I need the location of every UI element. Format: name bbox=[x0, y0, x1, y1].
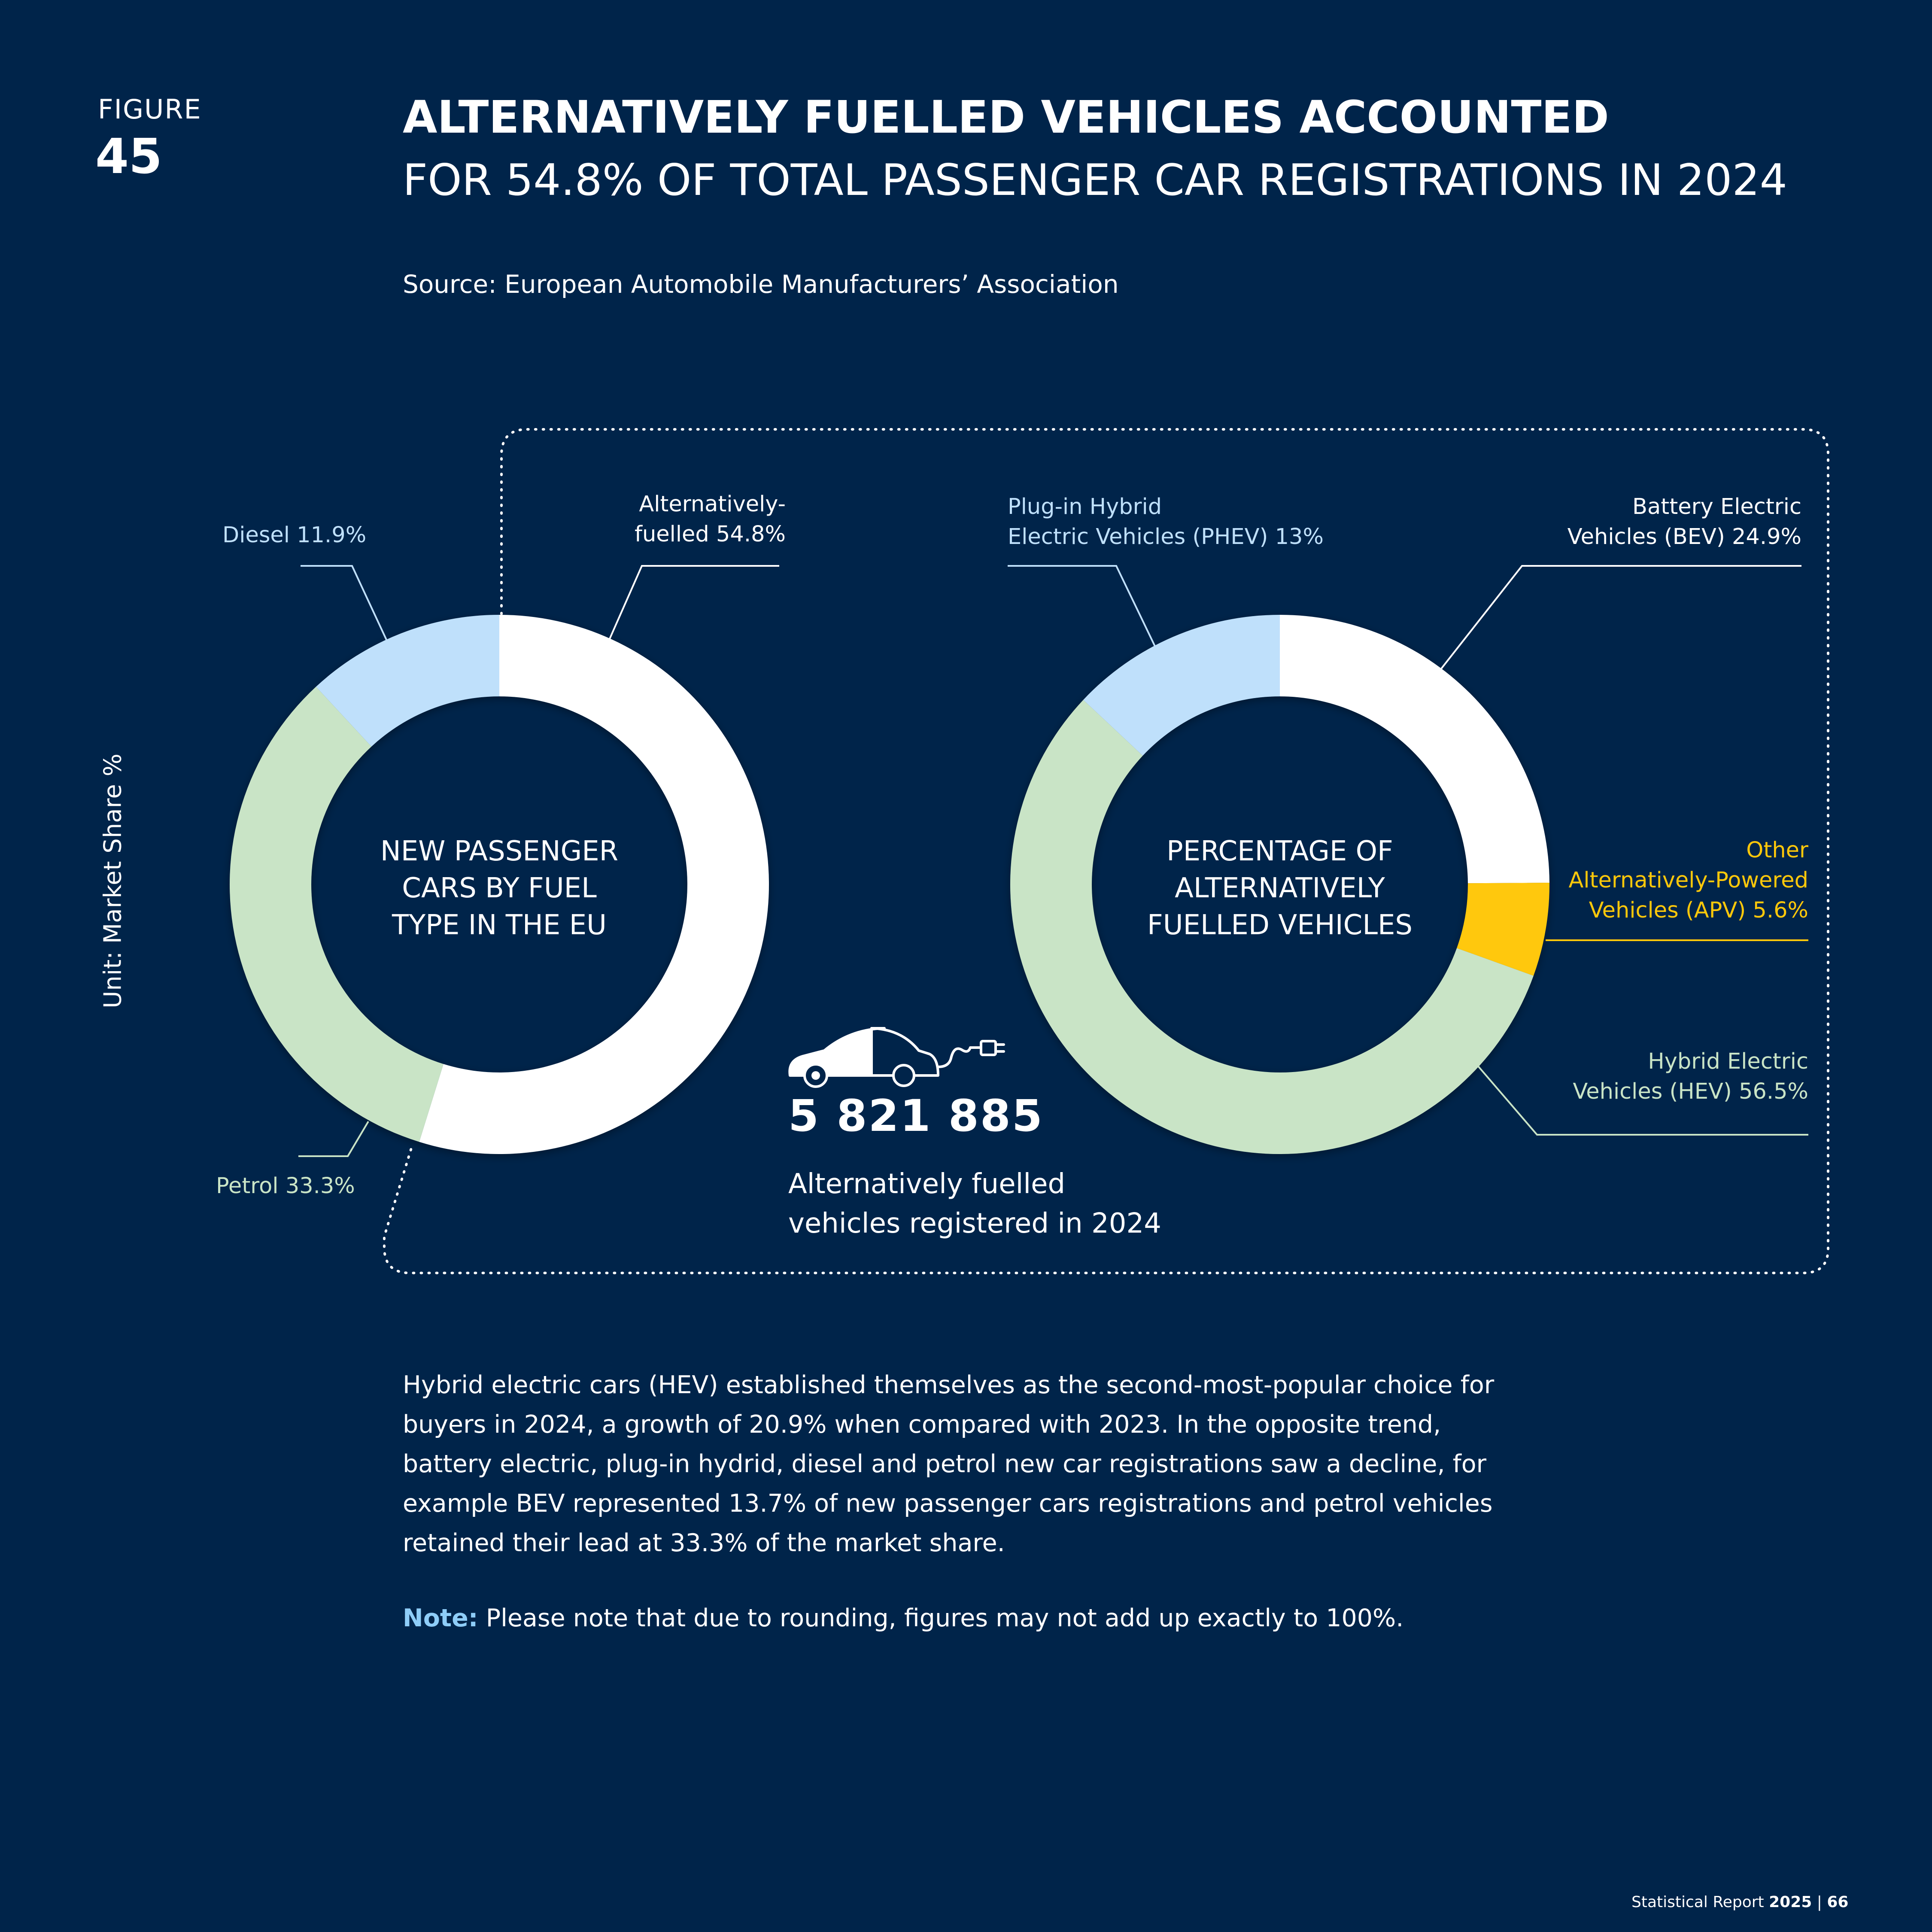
source-text: Source: European Automobile Manufacturers’ Association bbox=[403, 270, 1119, 299]
center-label-line: NEW PASSENGER bbox=[380, 835, 619, 867]
center-label-line: PERCENTAGE OF bbox=[1166, 835, 1393, 867]
caption-line: Alternatively fuelled bbox=[788, 1168, 1066, 1200]
center-label-line: TYPE IN THE EU bbox=[392, 909, 607, 941]
callout-line: Plug-in Hybrid bbox=[1008, 494, 1162, 519]
callout-line: Electric Vehicles (PHEV) 13% bbox=[1008, 524, 1324, 550]
callout-hev bbox=[1503, 1047, 1808, 1107]
registrations-count: 5 821 885 bbox=[788, 1091, 1044, 1142]
callout-line: Vehicles (BEV) 24.9% bbox=[1567, 524, 1801, 550]
footer-separator: | bbox=[1812, 1893, 1827, 1911]
caption-line: vehicles registered in 2024 bbox=[788, 1208, 1161, 1239]
left-donut-center-label bbox=[336, 833, 662, 944]
figure-label: FIGURE bbox=[98, 94, 202, 125]
callout-line: Vehicles (APV) 5.6% bbox=[1589, 898, 1808, 923]
center-label-line: FUELLED VEHICLES bbox=[1147, 909, 1413, 941]
leader-diesel bbox=[301, 566, 386, 640]
callout-bev bbox=[1503, 492, 1801, 552]
callout-line: Vehicles (HEV) 56.5% bbox=[1573, 1079, 1808, 1104]
callout-line: Other bbox=[1746, 838, 1808, 863]
callout-line: Hybrid Electric bbox=[1648, 1049, 1808, 1074]
title-line-1: ALTERNATIVELY FUELLED VEHICLES ACCOUNTED bbox=[403, 91, 1609, 143]
note-label: Note: bbox=[403, 1604, 478, 1632]
callout-line: Alternatively-Powered bbox=[1568, 868, 1808, 893]
unit-label: Unit: Market Share % bbox=[99, 753, 127, 1009]
callout-line: Petrol 33.3% bbox=[216, 1173, 355, 1199]
leader-petrol bbox=[298, 1121, 368, 1156]
leader-phev bbox=[1008, 566, 1155, 646]
callout-line: fuelled 54.8% bbox=[635, 522, 786, 547]
callout-line: Alternatively- bbox=[639, 492, 786, 517]
footer-year: 2025 bbox=[1769, 1893, 1812, 1911]
callout-line: Battery Electric bbox=[1632, 494, 1801, 519]
center-label-line: CARS BY FUEL bbox=[402, 872, 597, 904]
note-text: Please note that due to rounding, figures may not add up exactly to 100%. bbox=[478, 1604, 1404, 1632]
center-label-line: ALTERNATIVELY bbox=[1175, 872, 1385, 904]
note bbox=[403, 1604, 1403, 1632]
footer bbox=[1631, 1893, 1848, 1911]
callout-petrol bbox=[216, 1171, 355, 1201]
registrations-caption bbox=[788, 1164, 1161, 1243]
callout-line: Diesel 11.9% bbox=[222, 522, 367, 548]
callout-diesel bbox=[222, 520, 366, 550]
callout-phev bbox=[1008, 492, 1324, 552]
figure-number: 45 bbox=[95, 129, 162, 185]
callout-apv bbox=[1503, 835, 1808, 926]
footer-page: 66 bbox=[1827, 1893, 1849, 1911]
right-donut-center-label bbox=[1117, 833, 1443, 944]
title-line-2: FOR 54.8% OF TOTAL PASSENGER CAR REGISTRATIONS IN 2024 bbox=[403, 155, 1787, 205]
leader-alternatively-fuelled bbox=[610, 566, 779, 639]
body-paragraph: Hybrid electric cars (HEV) established themselves as the second-most-popular choice for buyers in 2024, a growth of 20.9% when compared with 2023. In the opposite trend, battery electric, plug-in hydrid, diesel and petrol new car registrations saw a decline, for example BEV represented 13.7% of new passenger cars registrations and petrol vehicles retained their lead at 33.3% of the market share. bbox=[403, 1371, 1495, 1557]
callout-alternatively-fuelled bbox=[601, 489, 786, 550]
footer-report: Statistical Report bbox=[1631, 1893, 1769, 1911]
electric-car-icon bbox=[790, 1028, 1004, 1087]
leader-bev bbox=[1440, 566, 1801, 670]
